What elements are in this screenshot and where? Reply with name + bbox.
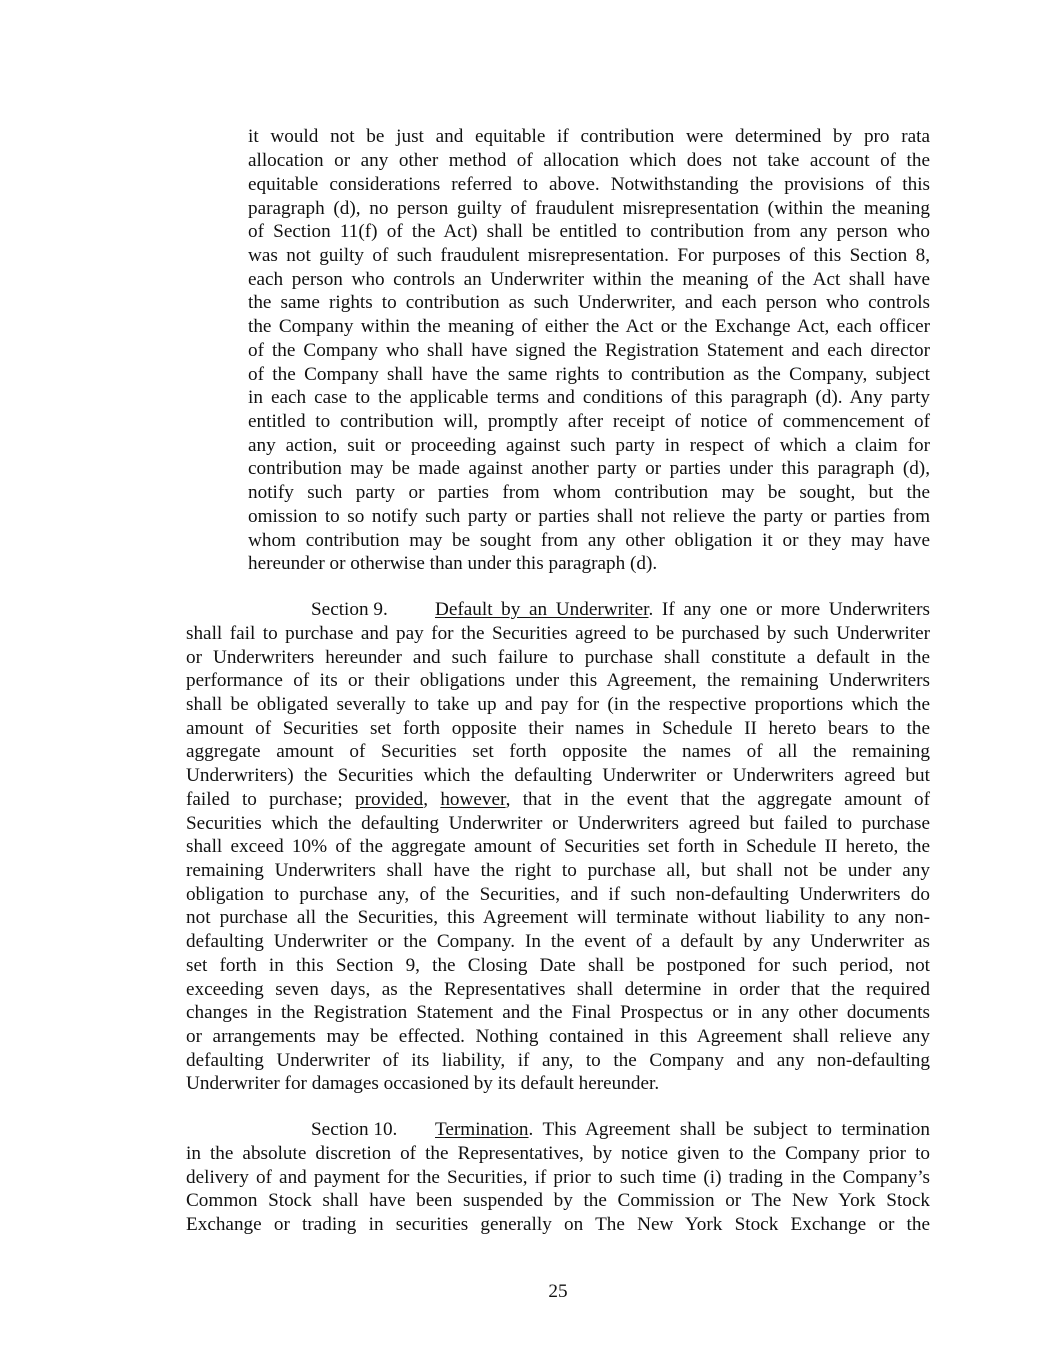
section-heading: Default by an Underwriter xyxy=(435,599,649,620)
text-line: Underwriters) the Securities which the defaulting Underwriter or Underwriters agreed but xyxy=(186,765,930,786)
text-line: or Underwriters hereunder and such failure to purchase shall constitute a default in the xyxy=(186,647,930,668)
text-line: performance of its or their obligations under this Agreement, the remaining Underwriters xyxy=(186,670,930,691)
text-line: equitable considerations referred to above. Notwithstanding the provisions of this xyxy=(248,174,930,195)
text-line: hereunder or otherwise than under this paragraph (d). xyxy=(248,553,658,574)
provided-term: provided xyxy=(355,789,424,810)
text-line: shall be obligated severally to take up and pay for (in the respective proportions which the xyxy=(186,694,930,715)
page-number: 25 xyxy=(548,1281,568,1302)
text-fragment: , that in the event that the aggregate amount of xyxy=(505,789,931,810)
text-fragment: . This Agreement shall be subject to termination xyxy=(528,1119,930,1140)
however-term: however xyxy=(440,789,506,810)
section-heading: Termination xyxy=(435,1119,529,1140)
text-line: of the Company shall have the same rights to contribution as the Company, subject xyxy=(248,364,930,385)
text-line: it would not be just and equitable if contribution were determined by pro rata xyxy=(248,126,930,147)
text-line: whom contribution may be sought from any other obligation it or they may have xyxy=(248,530,930,551)
text-fragment: failed to purchase; xyxy=(186,789,355,810)
text-line: or arrangements may be effected. Nothing contained in this Agreement shall relieve any xyxy=(186,1026,930,1047)
section-number: Section 10. xyxy=(311,1119,398,1140)
text-line: set forth in this Section 9, the Closing Date shall be postponed for such period, not xyxy=(186,955,930,976)
text-line: not purchase all the Securities, this Agreement will terminate without liability to any non- xyxy=(186,907,930,928)
text-line: changes in the Registration Statement and the Final Prospectus or in any other documents xyxy=(186,1002,930,1023)
text-line: Underwriter for damages occasioned by its default hereunder. xyxy=(186,1073,660,1094)
text-line: defaulting Underwriter or the Company. In the event of a default by any Underwriter as xyxy=(186,931,930,952)
text-line: Common Stock shall have been suspended by the Commission or The New York Stock xyxy=(186,1190,930,1211)
proviso-line xyxy=(186,788,930,812)
text-line: remaining Underwriters shall have the right to purchase all, but shall not be under any xyxy=(186,860,930,881)
text-line: of the Company who shall have signed the Registration Statement and each director xyxy=(248,340,930,361)
text-fragment: , xyxy=(423,789,441,810)
text-line: of Section 11(f) of the Act) shall be entitled to contribution from any person who xyxy=(248,221,930,242)
text-line: the same rights to contribution as such Underwriter, and each person who controls xyxy=(248,292,930,313)
text-fragment: . If any one or more Underwriters xyxy=(648,599,930,620)
text-line: paragraph (d), no person guilty of fraudulent misrepresentation (within the meaning xyxy=(248,198,930,219)
text-line: obligation to purchase any, of the Securities, and if such non-defaulting Underwriters do xyxy=(186,884,930,905)
text-line: the Company within the meaning of either the Act or the Exchange Act, each officer xyxy=(248,316,930,337)
text-line: allocation or any other method of allocation which does not take account of the xyxy=(248,150,930,171)
section-number: Section 9. xyxy=(311,599,388,620)
section-heading-line xyxy=(435,1118,930,1142)
text-line: delivery of and payment for the Securities, if prior to such time (i) trading in the Company’s xyxy=(186,1167,930,1188)
text-line: amount of Securities set forth opposite their names in Schedule II hereto bears to the xyxy=(186,718,930,739)
text-line: notify such party or parties from whom contribution may be sought, but the xyxy=(248,482,930,503)
text-line: was not guilty of such fraudulent misrepresentation. For purposes of this Section 8, xyxy=(248,245,930,266)
text-line: aggregate amount of Securities set forth opposite the names of all the remaining xyxy=(186,741,930,762)
text-line: Exchange or trading in securities generally on The New York Stock Exchange or the xyxy=(186,1214,930,1235)
section-heading-line xyxy=(435,598,930,622)
text-line: entitled to contribution will, promptly after receipt of notice of commencement of xyxy=(248,411,930,432)
text-line: omission to so notify such party or parties shall not relieve the party or parties from xyxy=(248,506,930,527)
text-line: exceeding seven days, as the Representatives shall determine in order that the required xyxy=(186,979,930,1000)
text-line: each person who controls an Underwriter within the meaning of the Act shall have xyxy=(248,269,930,290)
text-line: contribution may be made against another party or parties under this paragraph (d), xyxy=(248,458,930,479)
text-line: defaulting Underwriter of its liability, if any, to the Company and any non-defaulting xyxy=(186,1050,930,1071)
text-line: shall fail to purchase and pay for the Securities agreed to be purchased by such Underwriter xyxy=(186,623,930,644)
text-line: Securities which the defaulting Underwriter or Underwriters agreed but failed to purchase xyxy=(186,813,930,834)
text-line: in each case to the applicable terms and conditions of this paragraph (d). Any party xyxy=(248,387,930,408)
text-line: any action, suit or proceeding against such party in respect of which a claim for xyxy=(248,435,930,456)
text-line: in the absolute discretion of the Representatives, by notice given to the Company prior to xyxy=(186,1143,930,1164)
text-line: shall exceed 10% of the aggregate amount of Securities set forth in Schedule II hereto, the xyxy=(186,836,930,857)
